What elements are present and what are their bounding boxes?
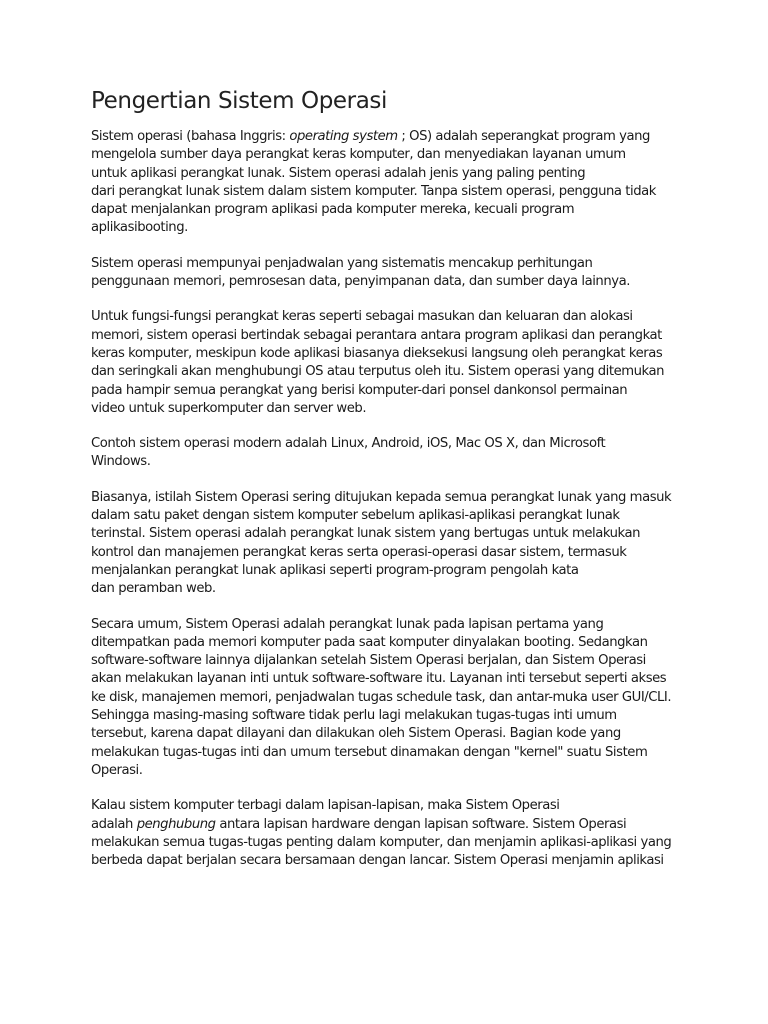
paragraph: [91, 489, 691, 599]
document-title: Pengertian Sistem Operasi: [91, 88, 388, 114]
text-run: Sistem operasi (bahasa Inggris:: [91, 129, 290, 144]
text-run: Sehingga masing-masing software tidak perlu lagi melakukan tugas-tugas inti umum: [91, 708, 617, 724]
text-run: melakukan tugas-tugas inti dan umum tersebut dinamakan dengan "kernel" suatu Sistem: [91, 744, 648, 760]
text-run: antara lapisan hardware dengan lapisan software. Sistem Operasi: [215, 816, 627, 832]
text-line: [91, 327, 691, 345]
text-line: [91, 128, 691, 146]
text-line: [91, 816, 691, 834]
text-run: akan melakukan layanan inti untuk software-software itu. Layanan inti tersebut seperti akses: [91, 671, 667, 687]
text-line: [91, 652, 691, 670]
text-run: Untuk fungsi-fungsi perangkat keras seperti sebagai masukan dan keluaran dan alokasi: [91, 309, 633, 325]
text-line: [91, 255, 691, 273]
text-run: adalah: [91, 816, 137, 832]
text-line: [91, 852, 691, 870]
text-line: [91, 146, 691, 164]
text-line: [91, 363, 691, 381]
italic-term: penghubung: [136, 816, 216, 832]
text-run: kontrol dan manajemen perangkat keras serta operasi-operasi dasar sistem, termasuk: [91, 544, 627, 560]
text-line: [91, 273, 691, 291]
text-line: [91, 165, 691, 183]
paragraph: [91, 128, 691, 238]
text-line: [91, 797, 691, 815]
text-run: untuk aplikasi perangkat lunak. Sistem operasi adalah jenis yang paling penting: [91, 165, 586, 181]
text-line: [91, 183, 691, 201]
text-run: ke disk, manajemen memori, penjadwalan tugas schedule task, dan antar-muka user GUI/CLI.: [91, 689, 672, 705]
text-line: [91, 725, 691, 743]
text-run: Sistem operasi mempunyai penjadwalan yang sistematis mencakup perhitungan: [91, 255, 593, 271]
text-run: keras komputer, meskipun kode aplikasi biasanya dieksekusi langsung oleh perangkat keras: [91, 345, 663, 361]
text-run: pada hampir semua perangkat yang berisi komputer-dari ponsel dankonsol permainan: [91, 382, 628, 398]
text-line: [91, 634, 691, 652]
paragraph: [91, 435, 691, 472]
text-run: Operasi.: [91, 762, 143, 778]
text-run: Secara umum, Sistem Operasi adalah perangkat lunak pada lapisan pertama yang: [91, 616, 604, 632]
text-run: ; OS) adalah seperangkat program yang: [397, 129, 650, 144]
text-line: [91, 201, 691, 219]
text-line: [91, 489, 691, 507]
text-line: [91, 562, 691, 580]
paragraph: [91, 616, 691, 781]
document-page: [91, 88, 691, 887]
document-body: [91, 128, 691, 870]
text-run: menjalankan perangkat lunak aplikasi seperti program-program pengolah kata: [91, 562, 579, 578]
text-run: aplikasibooting.: [91, 220, 188, 236]
text-line: [91, 689, 691, 707]
text-run: berbeda dapat berjalan secara bersamaan dengan lancar. Sistem Operasi menjamin aplikasi: [91, 853, 664, 869]
text-line: [91, 544, 691, 562]
text-run: Kalau sistem komputer terbagi dalam lapisan-lapisan, maka Sistem Operasi: [91, 798, 560, 814]
text-run: mengelola sumber daya perangkat keras komputer, dan menyediakan layanan umum: [91, 147, 626, 163]
text-line: [91, 525, 691, 543]
text-run: dan peramban web.: [91, 581, 216, 597]
text-line: [91, 400, 691, 418]
text-line: [91, 308, 691, 326]
text-run: video untuk superkomputer dan server web.: [91, 400, 367, 416]
text-run: terinstal. Sistem operasi adalah perangkat lunak sistem yang bertugas untuk melakukan: [91, 526, 641, 542]
text-run: penggunaan memori, pemrosesan data, penyimpanan data, dan sumber daya lainnya.: [91, 274, 630, 290]
text-line: [91, 834, 691, 852]
text-run: software-software lainnya dijalankan setelah Sistem Operasi berjalan, dan Sistem Operasi: [91, 653, 646, 669]
text-run: Contoh sistem operasi modern adalah Linux, Android, iOS, Mac OS X, dan Microsoft: [91, 436, 606, 452]
text-line: [91, 744, 691, 762]
text-line: [91, 435, 691, 453]
text-run: melakukan semua tugas-tugas penting dalam komputer, dan menjamin aplikasi-aplikasi yang: [91, 834, 672, 850]
paragraph: [91, 255, 691, 292]
text-line: [91, 580, 691, 598]
text-line: [91, 707, 691, 725]
text-line: [91, 616, 691, 634]
text-run: tersebut, karena dapat dilayani dan dilakukan oleh Sistem Operasi. Bagian kode yang: [91, 726, 621, 742]
text-run: dari perangkat lunak sistem dalam sistem komputer. Tanpa sistem operasi, pengguna tidak: [91, 183, 656, 199]
text-run: Windows.: [91, 454, 151, 470]
text-line: [91, 453, 691, 471]
text-line: [91, 670, 691, 688]
text-run: ditempatkan pada memori komputer pada saat komputer dinyalakan booting. Sedangkan: [91, 634, 648, 650]
text-line: [91, 762, 691, 780]
text-run: Biasanya, istilah Sistem Operasi sering ditujukan kepada semua perangkat lunak yang masuk: [91, 489, 672, 505]
text-run: dapat menjalankan program aplikasi pada komputer mereka, kecuali program: [91, 202, 575, 218]
text-run: memori, sistem operasi bertindak sebagai perantara antara program aplikasi dan perangkat: [91, 327, 662, 343]
text-line: [91, 219, 691, 237]
text-line: [91, 507, 691, 525]
paragraph: [91, 308, 691, 418]
text-line: [91, 382, 691, 400]
text-run: dalam satu paket dengan sistem komputer sebelum aplikasi-aplikasi perangkat lunak: [91, 508, 620, 524]
text-run: dan seringkali akan menghubungi OS atau terputus oleh itu. Sistem operasi yang ditemukan: [91, 364, 665, 380]
paragraph: [91, 797, 691, 870]
italic-term: operating system: [289, 129, 398, 144]
text-line: [91, 345, 691, 363]
